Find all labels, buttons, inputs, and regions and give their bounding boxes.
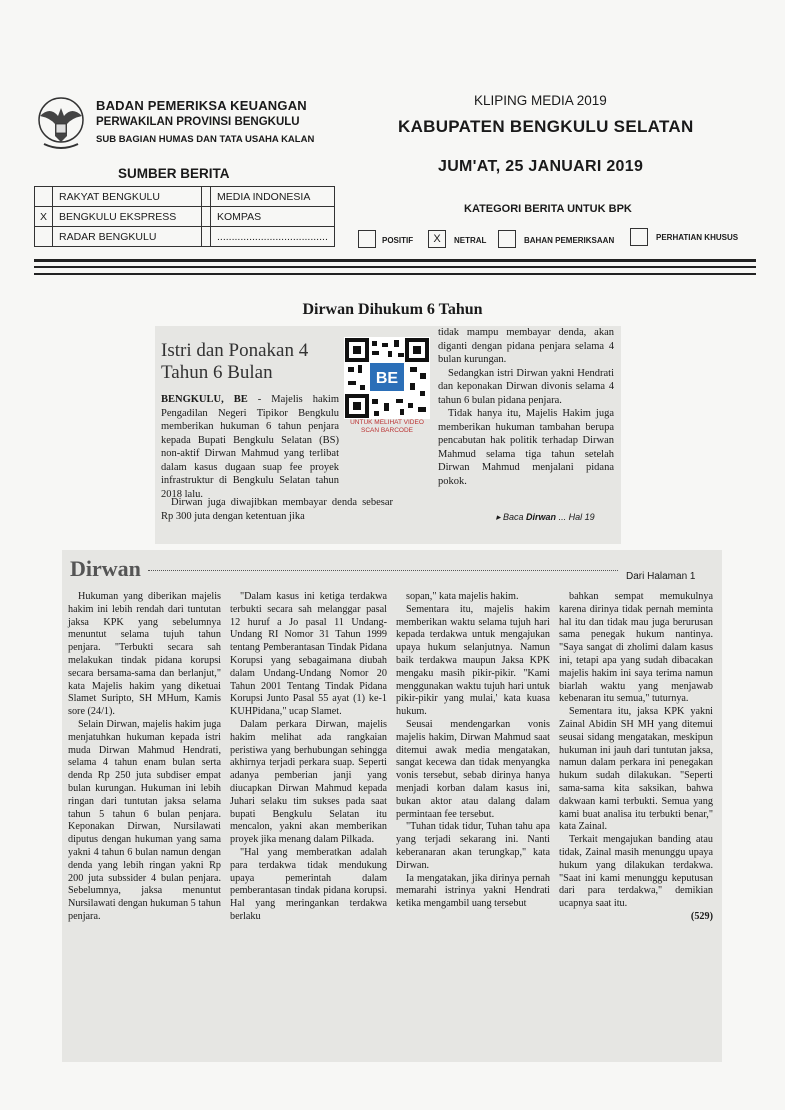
article-subhead: Istri dan Ponakan 4 Tahun 6 Bulan [161,340,309,383]
lead-text: - Majelis hakim Pengadilan Negeri Tipikor Bengkulu memberikan hukuman 6 tahun penjara kepada Bupati Bengkulu Selatan (BS) non-aktif Dirwan Mahmud yang terlibat dalam kasus dugaan suap fee proyek infrastruktur di Bengkulu Selatan tahun 2018 lalu. [161,394,339,500]
article-column-2 [438,326,614,488]
kliping-title: KLIPING MEDIA 2019 [474,93,607,108]
divider [34,259,756,262]
source-name: RADAR BENGKULU [53,227,202,247]
article-headline: Dirwan Dihukum 6 Tahun [302,301,483,318]
article-para: "Dalam kasus ini ketiga terdakwa terbukti secara sah melanggar pasal 12 huruf a Jo pasal 11 Undang-Undang RI Nomor 31 Tahun 1999 tentang Pemberantasan Tindak Pidana Korupsi yang sebagaimana diubah dalam Undang-Undang Nomor 20 Tahun 2001 Tentang Tindak Pidana Korupsi Junto Pasal 55 ayat (1) ke-1 KUHPidana," ucap Slamet. [230,591,387,718]
article-para: Hukuman yang diberikan majelis hakim ini lebih rendah dari tuntutan jaksa KPK yang sebelumnya menuntut selama tujuh tahun penjara. "Terbukti secara sah melakukan tindak pidana korupsi secara bersama-sama dan berlanjut," kata Majelis hakim yang diketuai Slamet Suripto, SH MHum, Kamis sore (24/1). [68,591,221,718]
article-para: Seusai mendengarkan vonis majelis hakim, Dirwan Mahmud saat ditemui awak media mengatakan, sangat kecewa dan tidak menyangka vonis tersebut, sebab dirinya hanya menjadi korban dalam kasus ini, bukan aktor atau dalang dalam permintaan fee tersebut. [396,718,550,820]
category-checkbox-perhatian [630,228,648,246]
category-checkbox-bahan [498,230,516,248]
sumber-berita-title: SUMBER BERITA [118,166,230,181]
continuation-column-2 [230,591,387,924]
source-row [35,207,335,227]
article-para: Terkait mengajukan banding atau tidak, Zainal masih menunggu upaya hukum yang dilakukan terdakwa. "Saat ini kami menunggu keputusan dari para terdakwa," demikian ucapnya saat itu. [559,834,713,910]
article-lead [161,393,339,501]
article-code: (529) [690,910,713,922]
category-checkbox-positif [358,230,376,248]
source-row [35,187,335,207]
date-title: JUM'AT, 25 JANUARI 2019 [438,158,644,175]
qr-caption: UNTUK MELIHAT VIDEO SCAN BARCODE [350,419,424,434]
continuation-source: Dari Halaman 1 [626,571,696,582]
continuation-column-3 [396,591,550,911]
qr-label: BE [375,370,399,387]
category-label: BAHAN PEMERIKSAAN [524,236,615,245]
source-name: RAKYAT BENGKULU [53,187,202,207]
play-icon: ▸ [496,512,504,522]
category-label: NETRAL [454,236,487,245]
source-table [34,186,335,247]
divider [34,273,756,275]
category-checkbox-netral: X [428,230,446,248]
divider [34,266,756,268]
article-para: sopan," kata majelis hakim. [406,591,519,602]
source-name: BENGKULU EKSPRESS [53,207,202,227]
org-name: BADAN PEMERIKSA KEUANGAN [96,98,307,113]
org-subdivision: SUB BAGIAN HUMAS DAN TATA USAHA KALAN [96,134,315,145]
article-para: Ia mengatakan, jika dirinya pernah memarahi istrinya yakni Hendrati ketika mengambil uang tersebut [396,872,550,910]
source-mark [35,187,53,207]
article-para: bahkan sempat memukulnya karena dirinya tidak pernah meminta hal itu dan tidak mau juga berurusan sama penegak hukum nantinya. "Saya sangat di zholimi dalam kasus ini, tetapi apa yang sudah dibacakan majelis hakim ini saya terima namun biarlah waktu yang menjawab kebenaran itu semua," tuturnya. [559,591,713,705]
org-branch: PERWAKILAN PROVINSI BENGKULU [96,116,300,128]
kategori-title: KATEGORI BERITA UNTUK BPK [464,203,632,215]
bpk-garuda-logo [34,94,88,152]
source-mark: X [35,207,53,227]
article-para: "Hal yang memberatkan adalah para terdakwa tidak mendukung upaya pemerintah dalam pemberantasan tindak pidana korupsi. Hal yang meringankan terdakwa berlaku [230,846,387,922]
continuation-title: Dirwan [70,556,141,581]
continuation-column-4 [559,591,713,924]
dateline: BENGKULU, BE [161,394,248,405]
dotted-leader [148,570,618,571]
article-para: Selain Dirwan, majelis hakim juga menjatuhkan hukuman kepada istri muda Dirwan Mahmud Hendrati, selama 4 tahun enam bulan serta denda Rp 250 juta subdiser empat bulan kurungan. Hukuman ini lebih ringan dari tuntutan jaksa selama tahun 5 tahun 6 bulan penjara. Keponakan Dirwan, Nursilawati diputus dengan hukuman yang sama yakni 4 tahun 6 bulan namun dengan denda yang lebih ringan yakni Rp 200 juta subssider 4 bulan penjara. Sebelumnya, jaksa menuntut Nursilawati dengan hukuman 5 tahun penjara. [68,718,221,922]
continuation-column-1 [68,591,221,924]
article-para: "Tuhan tidak tidur, Tuhan tahu apa yang terjadi sekarang ini. Nanti keberanaran akan terungkap," kata Dirwan. [396,821,550,871]
source-name: MEDIA INDONESIA [211,187,335,207]
category-label: POSITIF [382,236,414,245]
source-name: ...................................... [211,227,335,247]
kabupaten-title: KABUPATEN BENGKULU SELATAN [398,117,694,136]
source-name: KOMPAS [211,207,335,227]
source-mark [35,227,53,247]
qr-code-icon [344,337,430,419]
continued-reference: ▸ Baca Dirwan ... Hal 19 [496,512,595,522]
article-para: tidak mampu membayar denda, akan diganti dengan pidana penjara selama 4 bulan kurungan. [438,327,614,365]
article-para: Dalam perkara Dirwan, majelis hakim melihat ada rangkaian peristiwa yang berhubungan sehingga akhirnya terjadi perkara suap. Seperti adanya pemberian janji yang diucapkan Dirwan Mahmud kepada Juhari selaku tim sukses pada saat bupati Bengkulu Selatan itu mencalon, yakni akan memberikan proyek jika menang dalam Pilkada. [230,718,387,846]
article-para: Sedangkan istri Dirwan yakni Hendrati dan keponakan Dirwan divonis selama 4 tahun 6 bulan pidana penjara. [438,367,614,406]
article-para: Tidak hanya itu, Majelis Hakim juga memberikan hukuman tambahan berupa pencabutan hak politik terhadap Dirwan Mahmud selama tiga tahun setelah Dirwan Mahmud menjalani pidana pokok. [438,408,614,487]
article-para: Sementara itu, jaksa KPK yakni Zainal Abidin SH MH yang ditemui seusai sidang mengatakan, meskipun hukuman ini jauh dari tuntutan jaksa, namun dalam perkara ini penegakan hukum sudah dilakukan. "Seperti sama-sama kita saksikan, bahwa dakwaan kami terbukti. Semua yang kami buat analisa itu terbukti benar," kata Zainal. [559,706,713,833]
article-para: Dirwan juga diwajibkan membayar denda sebesar Rp 300 juta dengan ketentuan jika [161,497,393,522]
category-label: PERHATIAN KHUSUS [656,233,739,242]
source-row [35,227,335,247]
article-para: Sementara itu, majelis hakim memberikan waktu selama tujuh hari kepada terdakwa untuk mengajukan upaya hukum selanjutnya. Namun baik terdakwa maupun Jaksa KPK mengaku masih pikir-pikir. "Kami menggunakan waktu tujuh hari untuk pikir-pikir yang mulai,' kata kuasa hukum. [396,603,550,718]
